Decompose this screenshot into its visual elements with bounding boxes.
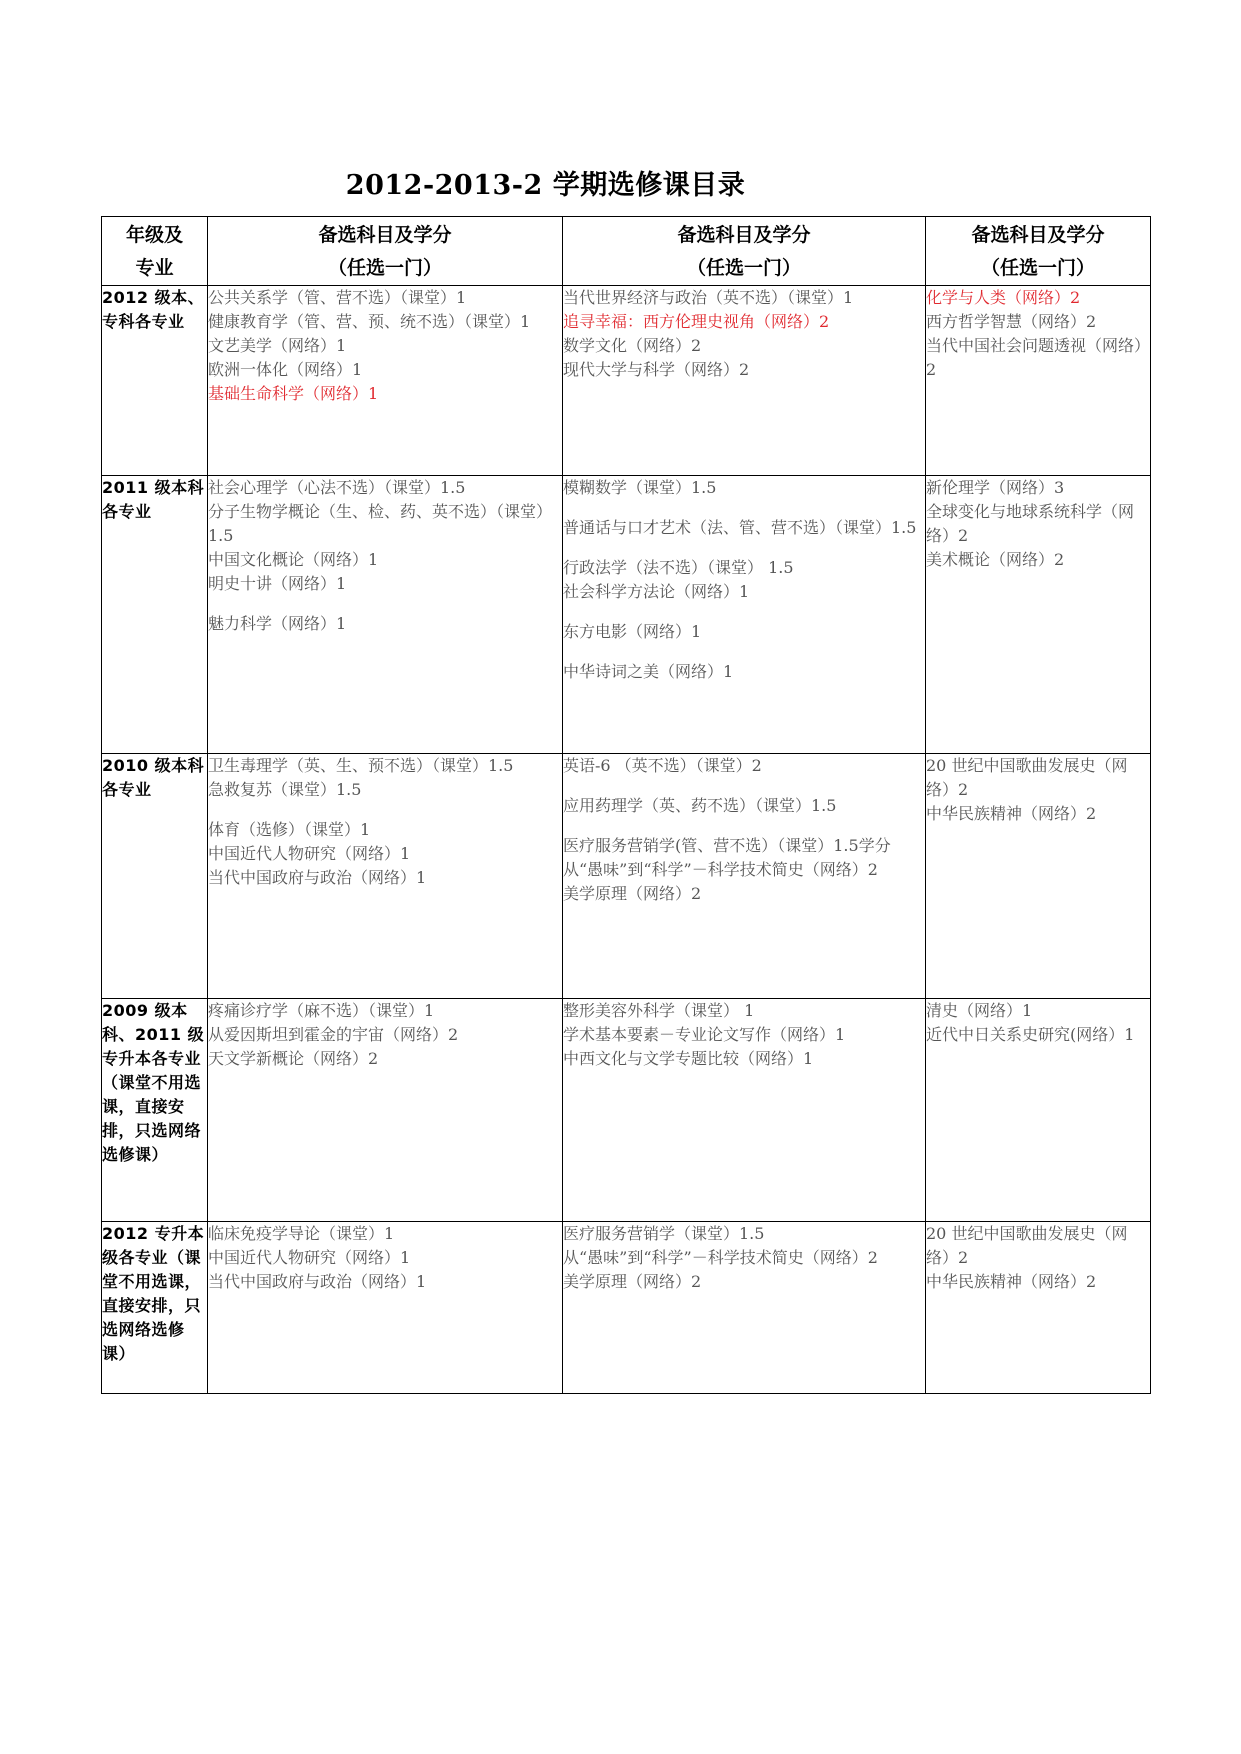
grade-cell: 2012 级本、专科各专业 <box>102 286 208 476</box>
course-options-cell <box>563 476 926 754</box>
course-item: 当代中国社会问题透视（网络）2 <box>926 336 1151 379</box>
table-body <box>102 286 1151 1394</box>
course-item: 当代中国政府与政治（网络）1 <box>208 868 427 887</box>
course-item: 魅力科学（网络）1 <box>208 614 347 633</box>
courses-header-line-1: 备选科目及学分 <box>318 224 452 246</box>
course-item: 美学原理（网络）2 <box>563 1272 702 1291</box>
course-item: 英语-6 （英不选）（课堂）2 <box>563 756 762 775</box>
course-item: 模糊数学（课堂）1.5 <box>563 478 717 497</box>
course-item: 学术基本要素－专业论文写作（网络）1 <box>563 1025 846 1044</box>
course-options-cell <box>563 1222 926 1394</box>
courses-header-line-2: （任选一门） <box>980 257 1095 279</box>
courses-header-cell <box>563 217 926 286</box>
course-options-cell <box>563 286 926 476</box>
course-options-cell <box>926 1222 1151 1394</box>
course-item: 中西文化与文学专题比较（网络）1 <box>563 1049 814 1068</box>
courses-header-line-1: 备选科目及学分 <box>677 224 811 246</box>
course-item: 西方哲学智慧（网络）2 <box>926 312 1097 331</box>
courses-header-cell <box>926 217 1151 286</box>
course-item-highlighted: 追寻幸福：西方伦理史视角（网络）2 <box>563 312 830 331</box>
course-options-cell <box>563 999 926 1222</box>
table-row <box>102 476 1151 754</box>
course-item: 应用药理学（英、药不选）（课堂）1.5 <box>563 796 837 815</box>
courses-header-line-2: （任选一门） <box>686 257 801 279</box>
courses-header-line-2: （任选一门） <box>327 257 442 279</box>
course-item: 从“愚味”到“科学”－科学技术简史（网络）2 <box>563 860 878 879</box>
table-header-row <box>102 217 1151 286</box>
courses-header-cell <box>208 217 563 286</box>
grade-cell: 2010 级本科各专业 <box>102 754 208 999</box>
course-options-cell <box>926 754 1151 999</box>
course-item: 体育（选修）（课堂）1 <box>208 820 371 839</box>
course-item: 全球变化与地球系统科学（网络）2 <box>926 502 1135 545</box>
course-item: 中华民族精神（网络）2 <box>926 804 1097 823</box>
course-item: 中华民族精神（网络）2 <box>926 1272 1097 1291</box>
course-item: 医疗服务营销学（课堂）1.5 <box>563 1224 765 1243</box>
course-item: 从爱因斯坦到霍金的宇宙（网络）2 <box>208 1025 459 1044</box>
course-item: 从“愚味”到“科学”－科学技术简史（网络）2 <box>563 1248 878 1267</box>
course-item: 明史十讲（网络）1 <box>208 574 347 593</box>
course-options-cell <box>926 286 1151 476</box>
course-item: 普通话与口才艺术（法、管、营不选）（课堂）1.5 <box>563 518 917 537</box>
course-options-cell <box>208 999 563 1222</box>
course-item: 当代世界经济与政治（英不选）（课堂）1 <box>563 288 854 307</box>
course-item: 欧洲一体化（网络）1 <box>208 360 363 379</box>
grade-header-cell <box>102 217 208 286</box>
course-item: 中国近代人物研究（网络）1 <box>208 844 411 863</box>
course-item: 中华诗词之美（网络）1 <box>563 662 734 681</box>
course-item: 整形美容外科学（课堂） 1 <box>563 1001 755 1020</box>
course-item: 中国近代人物研究（网络）1 <box>208 1248 411 1267</box>
course-item: 临床免疫学导论（课堂）1 <box>208 1224 395 1243</box>
table-row <box>102 754 1151 999</box>
course-options-cell <box>208 286 563 476</box>
course-options-cell <box>926 999 1151 1222</box>
course-item: 文艺美学（网络）1 <box>208 336 347 355</box>
courses-header-line-1: 备选科目及学分 <box>971 224 1105 246</box>
course-item: 当代中国政府与政治（网络）1 <box>208 1272 427 1291</box>
course-catalog-table <box>101 216 1151 1394</box>
course-item: 卫生毒理学（英、生、预不选）（课堂）1.5 <box>208 756 514 775</box>
course-item: 数学文化（网络）2 <box>563 336 702 355</box>
grade-header-line-1: 年级及 <box>125 224 183 246</box>
course-item: 中国文化概论（网络）1 <box>208 550 379 569</box>
course-item: 社会心理学（心法不选）（课堂）1.5 <box>208 478 466 497</box>
page-title: 2012-2013-2 学期选修课目录 <box>345 170 746 201</box>
course-item: 天文学新概论（网络）2 <box>208 1049 379 1068</box>
course-options-cell <box>208 754 563 999</box>
grade-cell: 2009 级本科、2011 级专升本各专业（课堂不用选课，直接安排，只选网络选修课） <box>102 999 208 1222</box>
course-item-highlighted: 基础生命科学（网络）1 <box>208 384 379 403</box>
course-item: 清史（网络）1 <box>926 1001 1033 1020</box>
course-item-highlighted: 化学与人类（网络）2 <box>926 288 1081 307</box>
course-item: 公共关系学（管、营不选）（课堂）1 <box>208 288 467 307</box>
course-item: 新伦理学（网络）3 <box>926 478 1065 497</box>
table-row <box>102 286 1151 476</box>
course-item: 社会科学方法论（网络）1 <box>563 582 750 601</box>
course-item: 行政法学（法不选）（课堂） 1.5 <box>563 558 794 577</box>
course-item: 美学原理（网络）2 <box>563 884 702 903</box>
table-row <box>102 1222 1151 1394</box>
grade-cell: 2011 级本科各专业 <box>102 476 208 754</box>
course-item: 20 世纪中国歌曲发展史（网络）2 <box>926 1224 1128 1267</box>
grade-header-line-2: 专业 <box>135 257 174 279</box>
course-item: 现代大学与科学（网络）2 <box>563 360 750 379</box>
grade-cell: 2012 专升本级各专业（课堂不用选课，直接安排，只选网络选修课） <box>102 1222 208 1394</box>
course-item: 急救复苏（课堂）1.5 <box>208 780 362 799</box>
course-item: 分子生物学概论（生、检、药、英不选）（课堂）1.5 <box>208 502 553 545</box>
course-item: 医疗服务营销学(管、营不选）（课堂）1.5学分 <box>563 836 891 855</box>
course-options-cell <box>208 476 563 754</box>
course-options-cell <box>563 754 926 999</box>
course-item: 近代中日关系史研究(网络）1 <box>926 1025 1135 1044</box>
course-item: 东方电影（网络）1 <box>563 622 702 641</box>
course-item: 健康教育学（管、营、预、统不选）（课堂）1 <box>208 312 531 331</box>
course-options-cell <box>926 476 1151 754</box>
course-item: 疼痛诊疗学（麻不选）（课堂）1 <box>208 1001 435 1020</box>
course-item: 美术概论（网络）2 <box>926 550 1065 569</box>
table-row <box>102 999 1151 1222</box>
course-options-cell <box>208 1222 563 1394</box>
course-item: 20 世纪中国歌曲发展史（网络）2 <box>926 756 1128 799</box>
